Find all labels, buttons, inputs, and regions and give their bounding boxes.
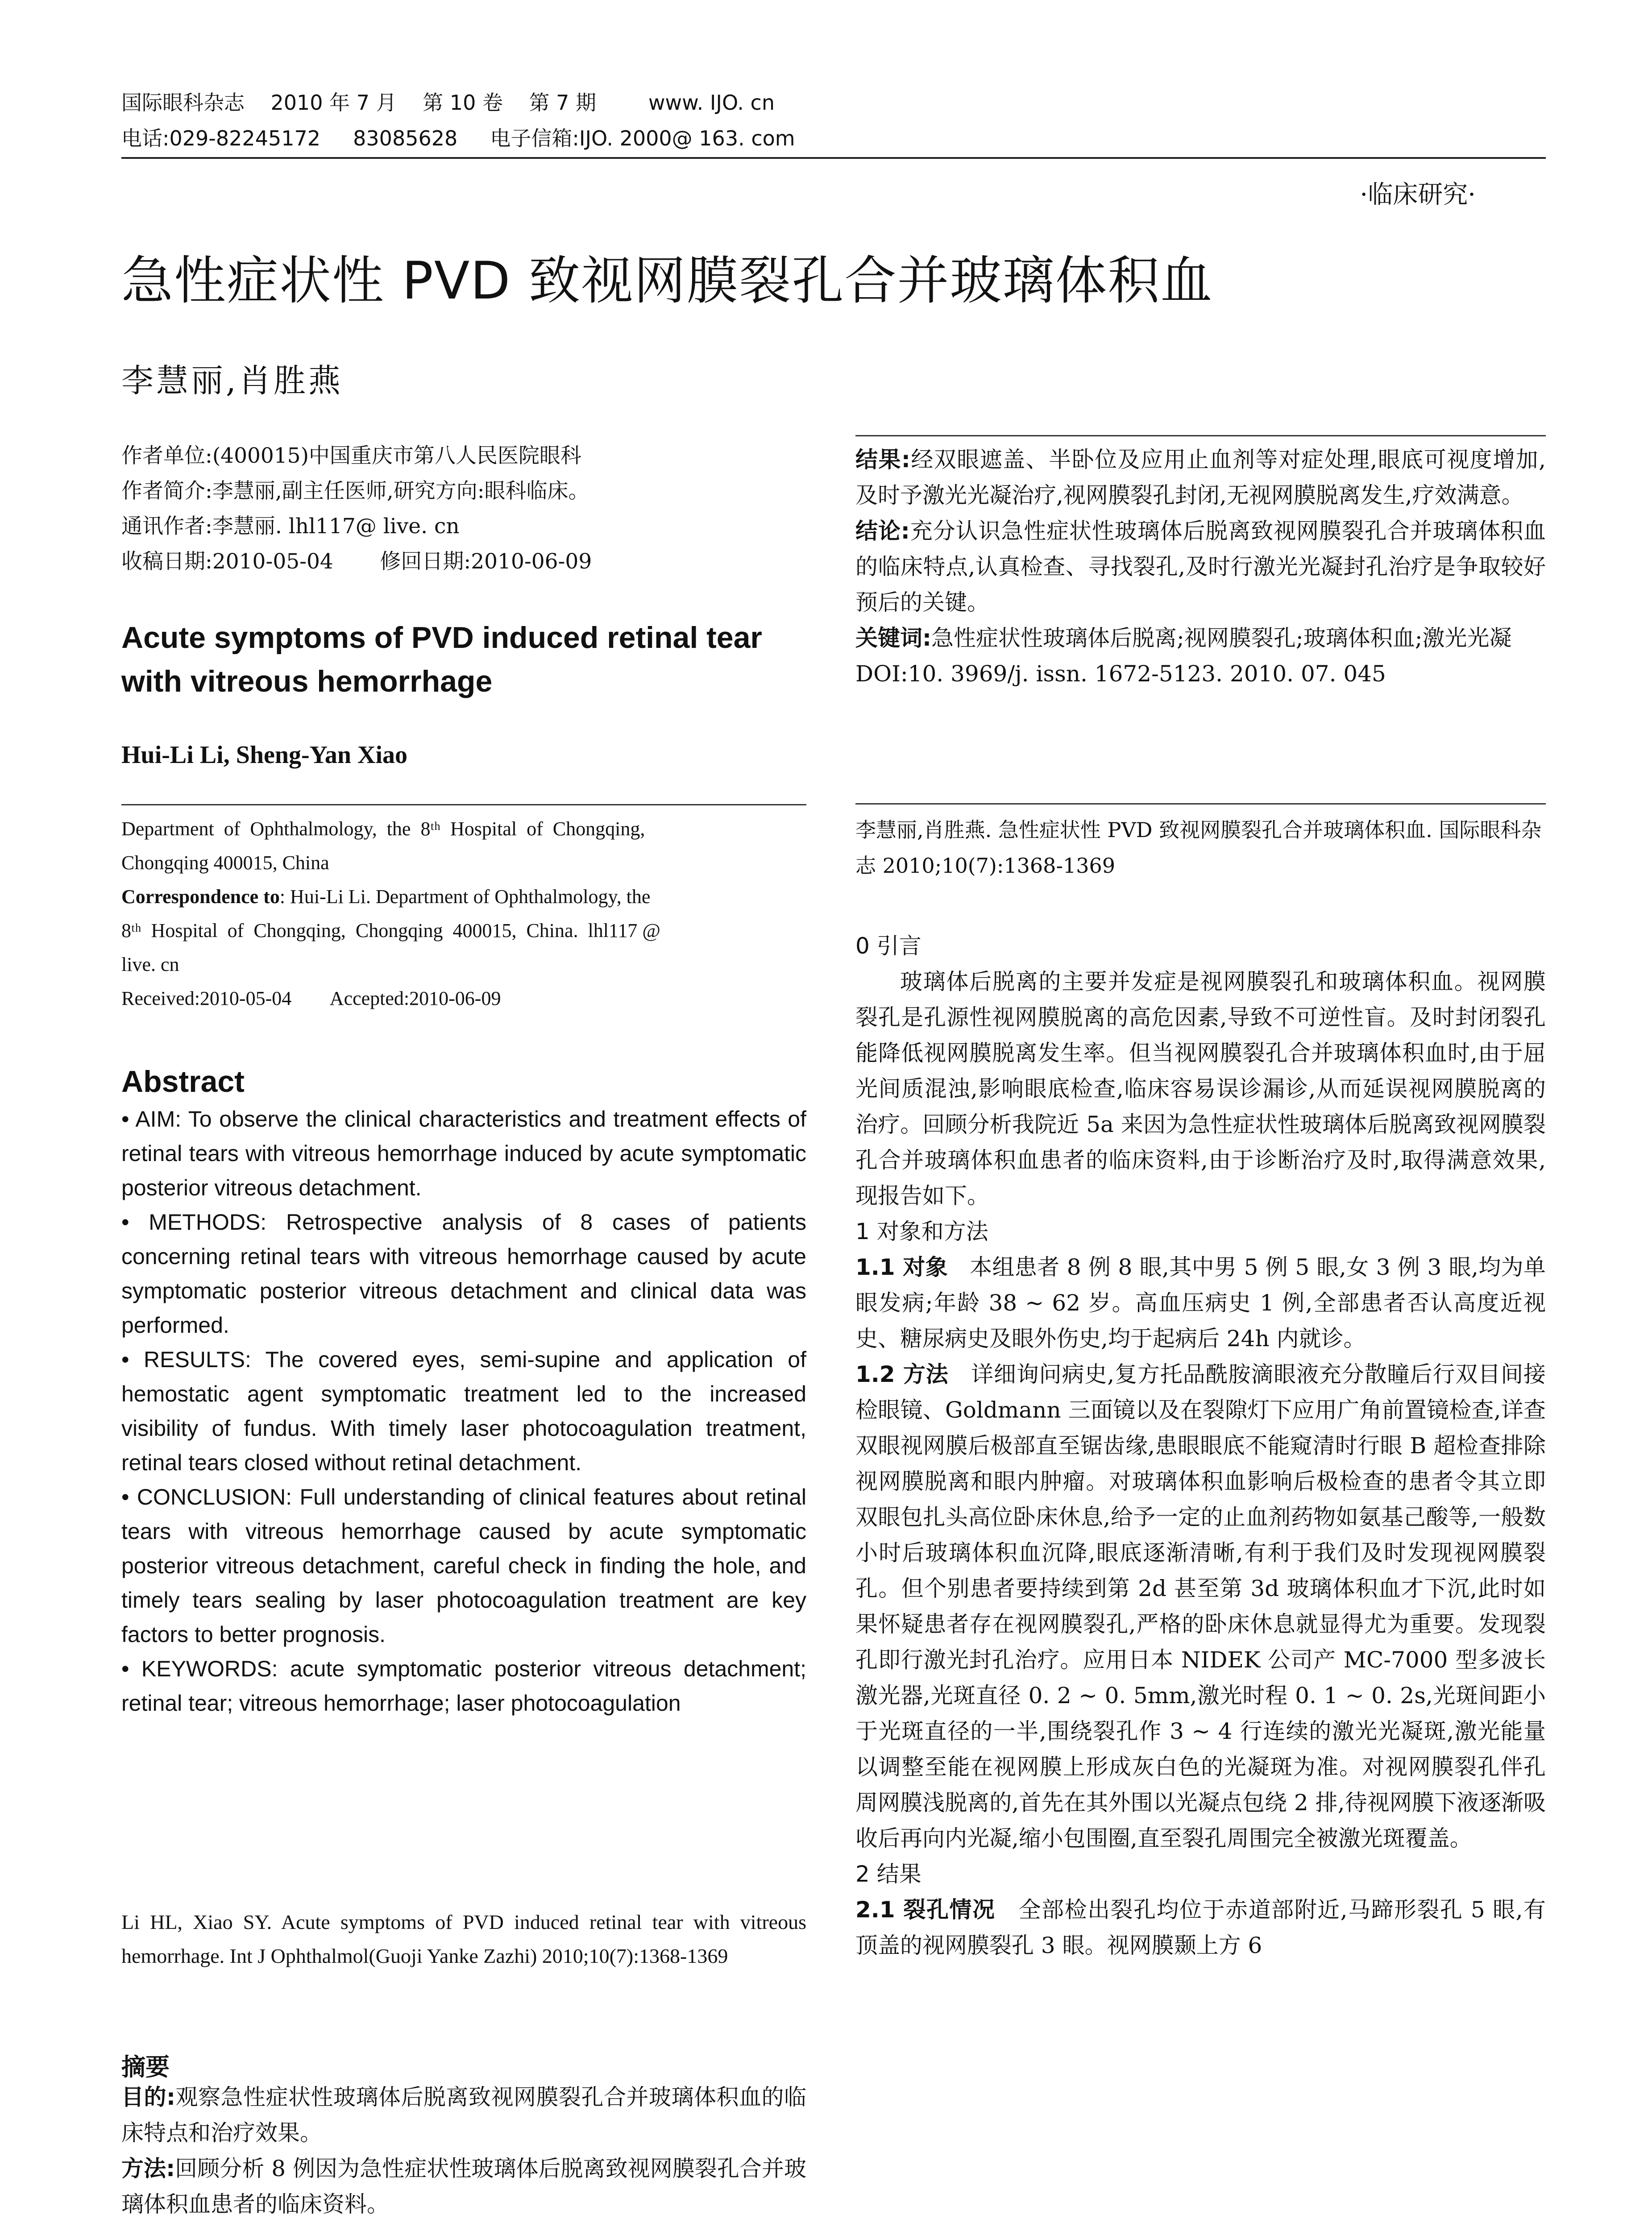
received-accepted-dates: Received:2010-05-04 Accepted:2010-06-09: [121, 987, 501, 1009]
mudi-text: 观察急性症状性玻璃体后脱离致视网膜裂孔合并玻璃体积血的临床特点和治疗效果。: [121, 2084, 806, 2146]
fangfa-label: 方法:: [121, 2156, 175, 2181]
author-info: [121, 438, 806, 579]
journal-header-line2: 电话:029-82245172 83085628 电子信箱:IJO. 2000@ 163. com: [121, 126, 795, 150]
authors-en: Hui-Li Li, Sheng-Yan Xiao: [121, 741, 408, 769]
section-2-heading: 2 结果: [855, 1861, 921, 1887]
title-en: Acute symptoms of PVD induced retinal tear with vitreous hemorrhage: [121, 621, 762, 698]
affil-dept-line2: Chongqing 400015, China: [121, 852, 329, 874]
abstract-results: • RESULTS: The covered eyes, semi-supine and application of hemostatic agent symptomatic treatment led to the increased visibility of fundus. With timely laser photocoagulation treatment, retinal tears closed without retinal detachment.: [121, 1347, 806, 1475]
abstract-heading: Abstract: [121, 1065, 245, 1099]
section-2-1-label: 2.1 裂孔情况: [855, 1897, 996, 1923]
jieguo-text: 经双眼遮盖、半卧位及应用止血剂等对症处理,眼底可视度增加,及时予激光光凝治疗,视网膜裂孔封闭,无视网膜脱离发生,疗效满意。: [855, 447, 1546, 508]
citation-cn: 李慧丽,肖胜燕. 急性症状性 PVD 致视网膜裂孔合并玻璃体积血. 国际眼科杂志 2010;10(7):1368-1369: [855, 818, 1542, 878]
affil-dept-line1: Department of Ophthalmology, the 8ᵗʰ Hospital of Chongqing,: [121, 818, 645, 840]
section-1-heading: 1 对象和方法: [855, 1219, 988, 1244]
correspondence-label: Correspondence to: [121, 886, 280, 908]
authors-cn: 李慧丽,肖胜燕: [121, 362, 343, 399]
section-1-2-label: 1.2 方法: [855, 1361, 949, 1387]
abstract-aim: • AIM: To observe the clinical characteristics and treatment effects of retinal tears with vitreous hemorrhage induced by acute symptomatic posterior vitreous detachment.: [121, 1107, 806, 1200]
author-intro: 作者简介:李慧丽,副主任医师,研究方向:眼科临床。: [121, 479, 589, 503]
mudi-label: 目的:: [121, 2084, 175, 2110]
citation-en: Li HL, Xiao SY. Acute symptoms of PVD induced retinal tear with vitreous hemorrhage. Int J Ophthalmol(Guoji Yanke Zazhi) 2010;10(7):1368-1369: [121, 1911, 806, 1967]
section-0-heading: 0 引言: [855, 933, 921, 959]
doi: DOI:10. 3969/j. issn. 1672-5123. 2010. 07. 045: [855, 661, 1386, 687]
section-1-1-text: 本组患者 8 例 8 眼,其中男 5 例 5 眼,女 3 例 3 眼,均为单眼发病;年龄 38 ~ 62 岁。高血压病史 1 例,全部患者否认高度近视史、糖尿病史及眼外伤史,均于起病后 24h 内就诊。: [855, 1254, 1546, 1352]
section-0-paragraph: 玻璃体后脱离的主要并发症是视网膜裂孔和玻璃体积血。视网膜裂孔是孔源性视网膜脱离的高危因素,导致不可逆性盲。及时封闭裂孔能降低视网膜脱离发生率。但当视网膜裂孔合并玻璃体积血时,由于屈光间质混浊,影响眼底检查,临床容易误诊漏诊,从而延误视网膜脱离的治疗。回顾分析我院近 5a 来因为急性症状性玻璃体后脱离致视网膜裂孔合并玻璃体积血患者的临床资料,由于诊断治疗及时,取得满意效果,现报告如下。: [855, 969, 1546, 1209]
abstract-keywords: • KEYWORDS: acute symptomatic posterior vitreous detachment; retinal tear; vitreous hemorrhage; laser photocoagulation: [121, 1656, 806, 1716]
section-1-2-text: 详细询问病史,复方托品酰胺滴眼液充分散瞳后行双目间接检眼镜、Goldmann 三面镜以及在裂隙灯下应用广角前置镜检查,详查双眼视网膜后极部直至锯齿缘,患眼眼底不能窥清时行眼 B 超检查排除视网膜脱离和眼内肿瘤。对玻璃体积血影响后极检查的患者令其立即双眼包扎头高位卧床休息,给予一定的止血剂药物如氨基己酸等,一般数小时后玻璃体积血沉降,眼底逐渐清晰,有利于我们及时发现视网膜裂孔。但个别患者要持续到第 2d 甚至第 3d 玻璃体积血才下沉,此时如果怀疑患者存在视网膜裂孔,严格的卧床休息就显得尤为重要。发现裂孔即行激光封孔治疗。应用日本 NIDEK 公司产 MC-7000 型多波长激光器,光斑直径 0. 2 ~ 0. 5mm,激光时程 0. 1 ~ 0. 2s,光斑间距小于光斑直径的一半,围绕裂孔作 3 ~ 4 行连续的激光光凝斑,激光能量以调整至能在视网膜上形成灰白色的光凝斑为准。对视网膜裂孔伴孔周网膜浅脱离的,首先在其外围以光凝点包绕 2 排,待视网膜下液逐渐吸收后再向内光凝,缩小包围圈,直至裂孔周围完全被激光斑覆盖。: [855, 1361, 1546, 1851]
author-correspondence: 通讯作者:李慧丽. lhl117@ live. cn: [121, 514, 460, 539]
section-tag: ·临床研究·: [1360, 180, 1476, 209]
keywords-cn-label: 关键词:: [855, 625, 931, 651]
zhaiyao-heading: 摘要: [121, 2053, 170, 2081]
zhaiyao-body-right: [855, 442, 1546, 692]
jielun-label: 结论:: [855, 518, 910, 544]
title-cn: 急性症状性 PVD 致视网膜裂孔合并玻璃体积血: [121, 251, 1213, 311]
fangfa-text: 回顾分析 8 例因为急性症状性玻璃体后脱离致视网膜裂孔合并玻璃体积血患者的临床资料。: [121, 2156, 806, 2217]
journal-header-line1: 国际眼科杂志 2010 年 7 月 第 10 卷 第 7 期 www. IJO. cn: [121, 91, 775, 115]
author-dates: 收稿日期:2010-05-04 修回日期:2010-06-09: [121, 549, 592, 574]
header-rule: [121, 157, 1546, 159]
affiliation-en: [121, 812, 806, 1016]
abstract-conclusion: • CONCLUSION: Full understanding of clinical features about retinal tears with vitreous hemorrhage caused by acute symptomatic posterior vitreous detachment, careful check in finding the hole, and timely tears sealing by laser photocoagulation treatment are key factors to better prognosis.: [121, 1485, 806, 1647]
correspondence-line1: : Hui-Li Li. Department of Ophthalmology, the: [279, 886, 651, 908]
keywords-cn-text: 急性症状性玻璃体后脱离;视网膜裂孔;玻璃体积血;激光光凝: [931, 625, 1512, 651]
right-column-rule: [855, 435, 1546, 436]
divider: [855, 803, 1546, 804]
jielun-text: 充分认识急性症状性玻璃体后脱离致视网膜裂孔合并玻璃体积血的临床特点,认真检查、寻找裂孔,及时行激光光凝封孔治疗是争取较好预后的关键。: [855, 518, 1546, 615]
author-unit: 作者单位:(400015)中国重庆市第八人民医院眼科: [121, 444, 581, 468]
section-1-1-label: 1.1 对象: [855, 1254, 948, 1280]
section-2-1-text: 全部检出裂孔均位于赤道部附近,马蹄形裂孔 5 眼,有顶盖的视网膜裂孔 3 眼。视网膜颞上方 6: [855, 1897, 1546, 1958]
divider: [121, 804, 806, 805]
zhaiyao-body-left: [121, 2079, 806, 2222]
correspondence-line2: 8ᵗʰ Hospital of Chongqing, Chongqing 400015, China. lhl117 @: [121, 920, 660, 941]
correspondence-line3: live. cn: [121, 954, 179, 975]
main-body: [855, 928, 1546, 1963]
abstract-methods: • METHODS: Retrospective analysis of 8 cases of patients concerning retinal tears with vitreous hemorrhage caused by acute symptomatic posterior vitreous detachment and clinical data was performed.: [121, 1210, 806, 1338]
abstract-body: [121, 1102, 806, 1721]
jieguo-label: 结果:: [855, 447, 910, 473]
